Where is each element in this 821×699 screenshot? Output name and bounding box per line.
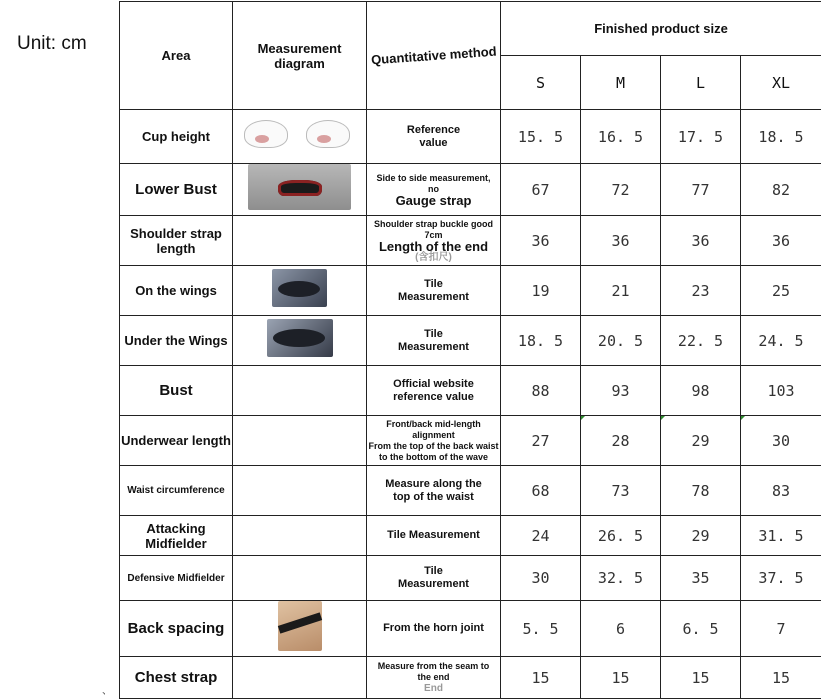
header-method-cell [367, 2, 501, 110]
size-value-m: 73 [581, 466, 661, 516]
method-line: (含扣尺) [367, 252, 500, 263]
method-cell [367, 466, 501, 516]
comment-marker-icon [661, 416, 667, 422]
table-row [120, 601, 821, 657]
stray-mark: 、 [102, 682, 112, 697]
diagram-cell [233, 416, 367, 466]
size-value-xl: 37. 5 [741, 556, 821, 601]
method-line: Front/back mid-length [367, 419, 500, 430]
size-value-xl: 25 [741, 266, 821, 316]
size-value-m: 32. 5 [581, 556, 661, 601]
cup-outline-diagram [236, 114, 364, 154]
size-value-s: 36 [501, 216, 581, 266]
size-value-l: 15 [661, 657, 741, 699]
table-row [120, 516, 821, 556]
size-value-l: 17. 5 [661, 110, 741, 164]
wing-photo [267, 319, 333, 357]
table-row [120, 164, 821, 216]
size-value-xl: 36 [741, 216, 821, 266]
method-cell [367, 516, 501, 556]
method-line: the end [367, 672, 500, 683]
header-diagram: Measurement diagram [233, 2, 367, 110]
area-cell: Shoulder strap length [120, 216, 233, 266]
size-value-s: 68 [501, 466, 581, 516]
unit-label: Unit: cm [17, 33, 87, 55]
area-cell: Chest strap [120, 657, 233, 699]
table-row [120, 416, 821, 466]
table-row [120, 266, 821, 316]
method-line: no [367, 184, 500, 195]
size-value-l: 35 [661, 556, 741, 601]
size-value-xl: 7 [741, 601, 821, 657]
header-size-s: S [501, 56, 581, 110]
table-row [120, 466, 821, 516]
table-row [120, 657, 821, 699]
size-value-s: 5. 5 [501, 601, 581, 657]
method-line: Tile Measurement [367, 529, 500, 542]
size-value-m: 6 [581, 601, 661, 657]
size-value-s: 30 [501, 556, 581, 601]
size-value-xl: 82 [741, 164, 821, 216]
diagram-cell [233, 657, 367, 699]
diagram-cell [233, 110, 367, 164]
method-line: value [367, 137, 500, 150]
method-cell [367, 601, 501, 657]
size-value-m: 36 [581, 216, 661, 266]
method-cell [367, 657, 501, 699]
size-value-l: 78 [661, 466, 741, 516]
method-cell [367, 164, 501, 216]
method-line: Tile [367, 328, 500, 341]
size-value-l: 29 [661, 416, 741, 466]
diagram-cell [233, 601, 367, 657]
size-value-s: 24 [501, 516, 581, 556]
method-cell [367, 366, 501, 416]
header-finished-size: Finished product size [501, 2, 821, 56]
diagram-cell [233, 216, 367, 266]
method-cell [367, 110, 501, 164]
size-value-xl: 18. 5 [741, 110, 821, 164]
method-line: Side to side measurement, [367, 173, 500, 184]
method-line: Measurement [367, 578, 500, 591]
size-value-l: 29 [661, 516, 741, 556]
header-size-xl: XL [741, 56, 821, 110]
diagram-cell [233, 516, 367, 556]
method-line: Measure from the seam to [367, 661, 500, 672]
method-line: Tile [367, 278, 500, 291]
size-value-s: 27 [501, 416, 581, 466]
header-size-m: M [581, 56, 661, 110]
size-value-m: 26. 5 [581, 516, 661, 556]
method-cell [367, 556, 501, 601]
header-area: Area [120, 2, 233, 110]
area-cell: On the wings [120, 266, 233, 316]
area-cell: Bust [120, 366, 233, 416]
method-line: Shoulder strap buckle good 7cm [367, 219, 500, 241]
back-photo [278, 601, 322, 651]
comment-marker-icon [741, 416, 747, 422]
method-line: Official website [367, 378, 500, 391]
size-value-m: 93 [581, 366, 661, 416]
method-cell [367, 216, 501, 266]
size-value-m: 28 [581, 416, 661, 466]
method-line: Measure along the [367, 478, 500, 491]
method-cell [367, 416, 501, 466]
area-cell: Waist circumference [120, 466, 233, 516]
comment-marker-icon [581, 416, 587, 422]
size-value-l: 98 [661, 366, 741, 416]
method-cell [367, 316, 501, 366]
size-value-m: 16. 5 [581, 110, 661, 164]
size-value-xl: 31. 5 [741, 516, 821, 556]
wing-photo [272, 269, 327, 307]
area-cell: Lower Bust [120, 164, 233, 216]
method-line: From the horn joint [367, 622, 500, 635]
size-value-l: 6. 5 [661, 601, 741, 657]
area-cell: Cup height [120, 110, 233, 164]
table-row [120, 110, 821, 164]
size-value-s: 88 [501, 366, 581, 416]
header-row-1 [120, 2, 821, 56]
area-cell: Under the Wings [120, 316, 233, 366]
size-value-m: 15 [581, 657, 661, 699]
method-line: Tile [367, 565, 500, 578]
method-line: Reference [367, 124, 500, 137]
size-value-m: 20. 5 [581, 316, 661, 366]
method-line: reference value [367, 391, 500, 404]
method-line: Length of the end [367, 241, 500, 252]
size-value-s: 67 [501, 164, 581, 216]
method-line: to the bottom of the wave [367, 452, 500, 463]
method-line: Measurement [367, 341, 500, 354]
table-row [120, 316, 821, 366]
table-row [120, 556, 821, 601]
size-value-xl: 83 [741, 466, 821, 516]
method-line: End [367, 683, 500, 694]
table-row [120, 366, 821, 416]
size-value-xl: 24. 5 [741, 316, 821, 366]
size-value-s: 15 [501, 657, 581, 699]
size-chart-table [119, 1, 821, 699]
area-cell: Defensive Midfielder [120, 556, 233, 601]
area-cell: Back spacing [120, 601, 233, 657]
header-method: Quantitative method [370, 43, 496, 67]
method-line: From the top of the back waist [367, 441, 500, 452]
size-value-s: 18. 5 [501, 316, 581, 366]
diagram-cell [233, 556, 367, 601]
size-value-xl: 30 [741, 416, 821, 466]
size-value-xl: 15 [741, 657, 821, 699]
method-line: Gauge strap [367, 195, 500, 206]
area-cell: Attacking Midfielder [120, 516, 233, 556]
area-cell: Underwear length [120, 416, 233, 466]
table-row [120, 216, 821, 266]
size-value-m: 72 [581, 164, 661, 216]
diagram-cell [233, 466, 367, 516]
method-line: alignment [367, 430, 500, 441]
size-value-l: 23 [661, 266, 741, 316]
method-line: top of the waist [367, 491, 500, 504]
diagram-cell [233, 266, 367, 316]
header-size-l: L [661, 56, 741, 110]
size-value-s: 15. 5 [501, 110, 581, 164]
diagram-cell [233, 164, 367, 216]
diagram-cell [233, 316, 367, 366]
size-value-s: 19 [501, 266, 581, 316]
method-cell [367, 266, 501, 316]
size-value-l: 22. 5 [661, 316, 741, 366]
diagram-cell [233, 366, 367, 416]
bra-photo [248, 164, 351, 210]
method-line: Measurement [367, 291, 500, 304]
size-value-l: 36 [661, 216, 741, 266]
size-value-l: 77 [661, 164, 741, 216]
size-value-xl: 103 [741, 366, 821, 416]
size-value-m: 21 [581, 266, 661, 316]
